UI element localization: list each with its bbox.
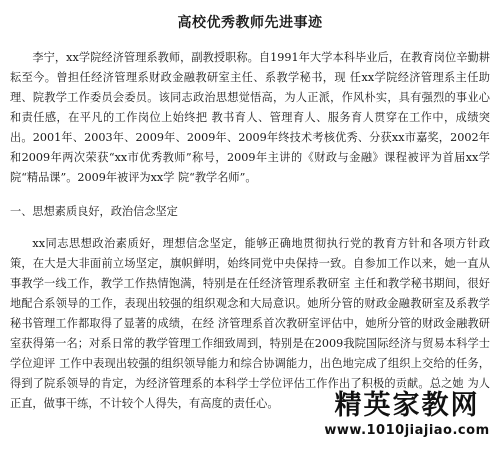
section-body-paragraph: xx同志思想政治素质好，理想信念坚定，能够正确地贯彻执行党的教育方针和各项方针政 策，在大是大非面前立场坚定，旗帜鲜明，始终同党中央保持一致。自参加工作以来，她一直从事教学一线工作，教学工作热情饱满，特别是在任经济管理系教研室 主任和教学秘书期间，很好地配合系领导的工作，表现出较强的组织观念和大局意识。她所分管的财政金融教研室及系教学秘书管理工作都取得了显著的成绩，在经 济管理系首次教研室评估中，她所分管的财政金融教研室获得第一名；对系日常的教学管理工作细致周到，特别是在2009我院国际经济与贸易本科学士学位迎评 工作中表现出较强的组织领导能力和综合协调能力，出色地完成了组织上交给的任务，得到了院系领导的肯定，为经济管理系的本科学士学位评估工作作出了积极的贡献。总之她 为人正直，做事干练，不计较个人得失，有高度的责任心。	[10, 237, 490, 410]
watermark-logo	[318, 390, 496, 448]
watermark-main-text: 精英家教网	[334, 390, 480, 421]
document-title: 高校优秀教师先进事迹	[177, 15, 323, 31]
watermark-url-text: www.1010jiajiao.com	[324, 423, 490, 438]
intro-paragraph: 李宁，xx学院经济管理系教师，副教授职称。自1991年大学本科毕业后，在教育岗位辛勤耕耘至今。曾担任经济管理系财政金融教研室主任、系教学秘书，现 任xx学院经济管理系主任助理、院教学工作委员会委员。该同志政治思想觉悟高，为人正派，作风朴实，具有强烈的事业心和责任感，在平凡的工作岗位上始终把 教书育人、管理育人、服务育人贯穿在工作中，成绩突出。2001年、2003年、2009年、2009年、2009年终技术考核优秀、分获xx市嘉奖，2002年和2009年两次荣获“xx市优秀教师”称号，2009年主讲的《财政与金融》课程被评为首届xx学院“精品课”。2009年被评为xx学 院“教学名师”。	[10, 51, 490, 184]
section-heading: 一、思想素质良好，政治信念坚定	[10, 205, 178, 218]
